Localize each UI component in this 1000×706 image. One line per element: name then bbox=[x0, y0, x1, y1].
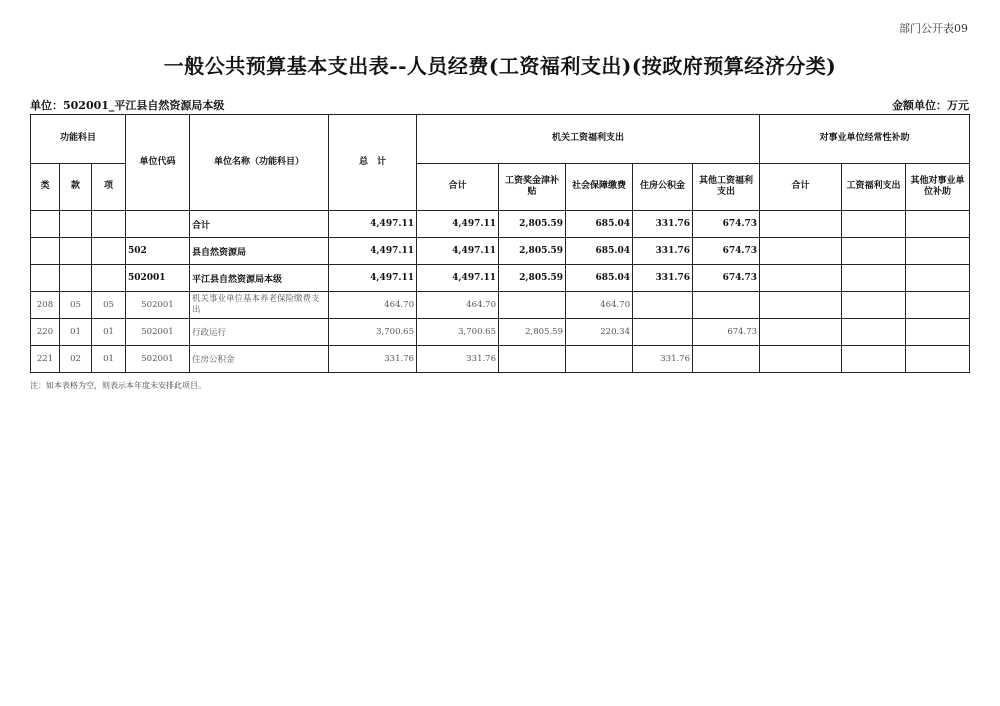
cell-inst-sum bbox=[760, 346, 842, 373]
cell-unit-code: 502001 bbox=[126, 319, 190, 346]
cell-inst-wage bbox=[842, 238, 906, 265]
cell-unit-name: 平江县自然资源局本级 bbox=[190, 265, 329, 292]
cell-inst-sum bbox=[760, 211, 842, 238]
table-row-item bbox=[31, 346, 970, 373]
cell-org-other: 674.73 bbox=[693, 238, 760, 265]
cell-inst-wage bbox=[842, 211, 906, 238]
cell-lei: 220 bbox=[31, 319, 60, 346]
cell-kuan: 02 bbox=[60, 346, 92, 373]
cell-unit-code bbox=[126, 211, 190, 238]
header-inst-sum: 合计 bbox=[760, 164, 842, 211]
cell-kuan bbox=[60, 211, 92, 238]
unit-label: 单位：502001_平江县自然资源局本级 bbox=[30, 99, 225, 112]
cell-inst-other bbox=[906, 238, 970, 265]
cell-org-housing: 331.76 bbox=[633, 346, 693, 373]
header-org-bonus: 工资奖金津补贴 bbox=[499, 164, 566, 211]
cell-xiang bbox=[92, 265, 126, 292]
page-title: 一般公共预算基本支出表--人员经费(工资福利支出)(按政府预算经济分类) bbox=[163, 54, 837, 78]
header-org-other: 其他工资福利支出 bbox=[693, 164, 760, 211]
cell-org-bonus: 2,805.59 bbox=[499, 265, 566, 292]
cell-lei: 208 bbox=[31, 292, 60, 319]
cell-org-other bbox=[693, 346, 760, 373]
header-unit-code: 单位代码 bbox=[126, 115, 190, 211]
cell-org-housing bbox=[633, 319, 693, 346]
cell-org-sum: 464.70 bbox=[417, 292, 499, 319]
cell-unit-name: 住房公积金 bbox=[190, 346, 329, 373]
cell-org-bonus: 2,805.59 bbox=[499, 211, 566, 238]
cell-org-other: 674.73 bbox=[693, 211, 760, 238]
cell-lei bbox=[31, 265, 60, 292]
cell-xiang bbox=[92, 238, 126, 265]
cell-lei bbox=[31, 238, 60, 265]
header-inst-wage: 工资福利支出 bbox=[842, 164, 906, 211]
cell-org-housing: 331.76 bbox=[633, 238, 693, 265]
cell-org-bonus: 2,805.59 bbox=[499, 238, 566, 265]
cell-inst-wage bbox=[842, 292, 906, 319]
table-row-item bbox=[31, 292, 970, 319]
cell-xiang: 01 bbox=[92, 346, 126, 373]
header-org-housing: 住房公积金 bbox=[633, 164, 693, 211]
table-row-item bbox=[31, 319, 970, 346]
cell-kuan bbox=[60, 238, 92, 265]
cell-inst-sum bbox=[760, 292, 842, 319]
cell-unit-code: 502001 bbox=[126, 292, 190, 319]
cell-xiang: 05 bbox=[92, 292, 126, 319]
cell-total: 4,497.11 bbox=[329, 211, 417, 238]
cell-org-other: 674.73 bbox=[693, 319, 760, 346]
cell-inst-sum bbox=[760, 238, 842, 265]
amount-unit-label: 金额单位：万元 bbox=[892, 99, 969, 112]
header-kuan: 款 bbox=[60, 164, 92, 211]
cell-inst-sum bbox=[760, 319, 842, 346]
table-row-dept bbox=[31, 238, 970, 265]
cell-total: 464.70 bbox=[329, 292, 417, 319]
cell-inst-other bbox=[906, 265, 970, 292]
cell-inst-wage bbox=[842, 265, 906, 292]
cell-org-sum: 3,700.65 bbox=[417, 319, 499, 346]
table-row-total bbox=[31, 211, 970, 238]
footnote: 注：如本表格为空，则表示本年度未安排此项目。 bbox=[30, 381, 206, 390]
cell-xiang bbox=[92, 211, 126, 238]
cell-unit-code: 502001 bbox=[126, 346, 190, 373]
cell-inst-wage bbox=[842, 346, 906, 373]
cell-kuan: 01 bbox=[60, 319, 92, 346]
cell-total: 4,497.11 bbox=[329, 265, 417, 292]
cell-total: 3,700.65 bbox=[329, 319, 417, 346]
cell-inst-other bbox=[906, 319, 970, 346]
cell-unit-name: 机关事业单位基本养老保险缴费支出 bbox=[190, 292, 329, 319]
cell-org-social bbox=[566, 346, 633, 373]
cell-unit-name: 合计 bbox=[190, 211, 329, 238]
header-func-subject: 功能科目 bbox=[31, 115, 126, 164]
cell-org-other bbox=[693, 292, 760, 319]
cell-org-bonus bbox=[499, 292, 566, 319]
cell-total: 331.76 bbox=[329, 346, 417, 373]
cell-org-bonus bbox=[499, 346, 566, 373]
cell-org-social: 685.04 bbox=[566, 211, 633, 238]
header-total: 总 计 bbox=[329, 115, 417, 211]
cell-org-other: 674.73 bbox=[693, 265, 760, 292]
cell-kuan bbox=[60, 265, 92, 292]
budget-table bbox=[30, 114, 970, 373]
cell-inst-other bbox=[906, 292, 970, 319]
cell-unit-code: 502 bbox=[126, 238, 190, 265]
header-unit-name: 单位名称（功能科目） bbox=[190, 115, 329, 211]
cell-org-housing bbox=[633, 292, 693, 319]
header-org-sum: 合计 bbox=[417, 164, 499, 211]
cell-org-social: 220.34 bbox=[566, 319, 633, 346]
cell-inst-other bbox=[906, 211, 970, 238]
cell-org-sum: 4,497.11 bbox=[417, 211, 499, 238]
cell-unit-code: 502001 bbox=[126, 265, 190, 292]
cell-kuan: 05 bbox=[60, 292, 92, 319]
cell-total: 4,497.11 bbox=[329, 238, 417, 265]
cell-inst-wage bbox=[842, 319, 906, 346]
cell-inst-sum bbox=[760, 265, 842, 292]
cell-org-bonus: 2,805.59 bbox=[499, 319, 566, 346]
cell-org-housing: 331.76 bbox=[633, 265, 693, 292]
cell-org-sum: 4,497.11 bbox=[417, 265, 499, 292]
table-row-unit bbox=[31, 265, 970, 292]
header-lei: 类 bbox=[31, 164, 60, 211]
cell-inst-other bbox=[906, 346, 970, 373]
form-number: 部门公开表09 bbox=[899, 22, 968, 35]
cell-org-sum: 331.76 bbox=[417, 346, 499, 373]
header-inst-subsidy: 对事业单位经常性补助 bbox=[760, 115, 970, 164]
cell-org-housing: 331.76 bbox=[633, 211, 693, 238]
header-inst-other: 其他对事业单位补助 bbox=[906, 164, 970, 211]
header-org-wage: 机关工资福利支出 bbox=[417, 115, 760, 164]
cell-lei bbox=[31, 211, 60, 238]
cell-xiang: 01 bbox=[92, 319, 126, 346]
cell-org-sum: 4,497.11 bbox=[417, 238, 499, 265]
cell-org-social: 685.04 bbox=[566, 238, 633, 265]
cell-unit-name: 行政运行 bbox=[190, 319, 329, 346]
cell-lei: 221 bbox=[31, 346, 60, 373]
cell-unit-name: 县自然资源局 bbox=[190, 238, 329, 265]
header-org-social: 社会保障缴费 bbox=[566, 164, 633, 211]
cell-org-social: 685.04 bbox=[566, 265, 633, 292]
cell-org-social: 464.70 bbox=[566, 292, 633, 319]
header-xiang: 项 bbox=[92, 164, 126, 211]
